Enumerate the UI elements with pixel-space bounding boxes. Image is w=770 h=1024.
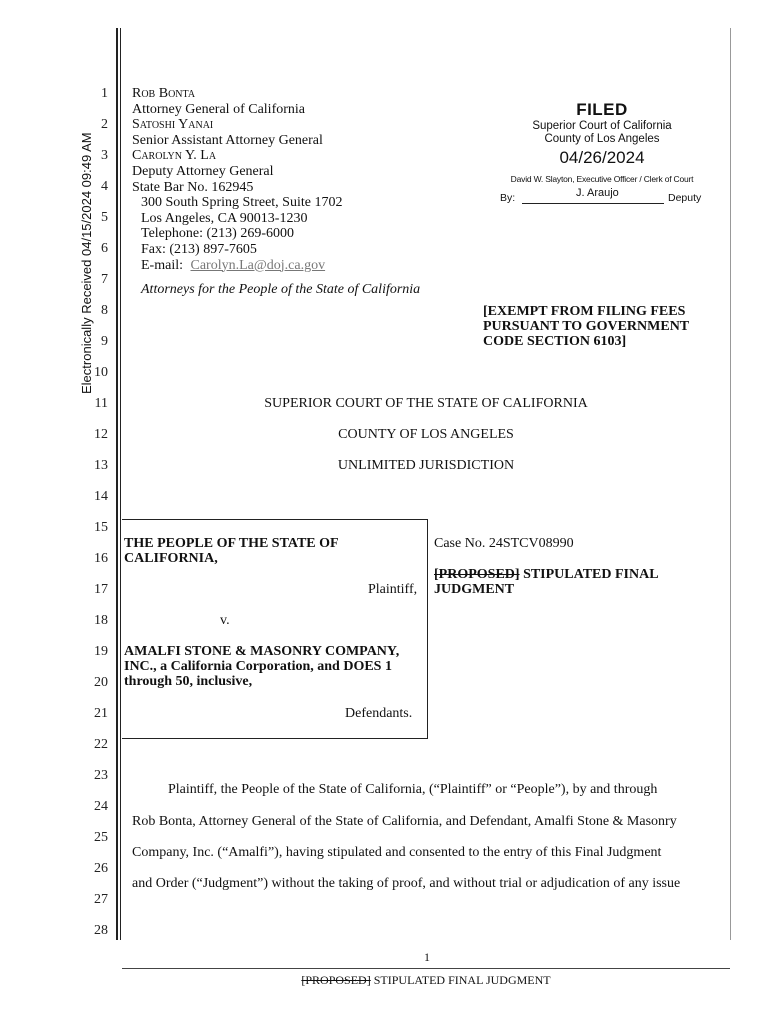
email-row [141,258,420,274]
line-number: 24 [94,799,108,814]
line-number: 18 [94,613,108,628]
line-number: 9 [101,334,108,349]
line-number: 13 [94,458,108,473]
left-margin-line-inner [120,28,121,940]
filed-by-name: J. Araujo [576,187,619,199]
footer-title [122,973,730,988]
line-number: 25 [94,830,108,845]
email-label: E-mail: [141,257,183,273]
doc-title-2: JUDGMENT [434,582,515,597]
state-bar-number: State Bar No. 162945 [132,179,254,195]
court-name: SUPERIOR COURT OF THE STATE OF CALIFORNIA [264,396,588,411]
line-number: 5 [101,210,108,225]
right-margin-line [730,28,731,940]
line-number: 10 [94,365,108,380]
filed-signature-line [522,203,664,204]
filed-title: FILED [576,100,628,119]
footer-title-text: STIPULATED FINAL JUDGMENT [370,973,551,987]
attorney-title-2: Senior Assistant Attorney General [132,132,323,148]
line-number: 23 [94,768,108,783]
line-number: 7 [101,272,108,287]
plaintiff-line-1: THE PEOPLE OF THE STATE OF [124,536,339,551]
exempt-line-2: PURSUANT TO GOVERNMENT [483,319,690,334]
body-line-2: Rob Bonta, Attorney General of the State of California, and Defendant, Amalfi Stone & Masonry [132,814,677,829]
line-number: 22 [94,737,108,752]
plaintiff-line-2: CALIFORNIA, [124,551,218,566]
line-number: 17 [94,582,108,597]
footer-proposed: [PROPOSED] [301,973,371,987]
body-line-3: Company, Inc. (“Amalfi”), having stipulated and consented to the entry of this Final Judgment [132,845,662,860]
line-number: 21 [94,706,108,721]
filed-by-row [486,187,718,207]
exempt-notice [483,304,689,349]
filed-county: County of Los Angeles [544,133,660,145]
left-margin-line [116,28,118,940]
attorney-name-1: Rob Bonta [132,86,196,101]
attorneys-for: Attorneys for the People of the State of California [141,282,421,298]
exempt-line-3: CODE SECTION 6103] [483,334,627,349]
case-number: Case No. 24STCV08990 [434,536,574,551]
line-number: 11 [94,396,108,411]
line-number: 12 [94,427,108,442]
line-number: 28 [94,923,108,938]
page-number: 1 [424,950,430,964]
fax: Fax: (213) 897-7605 [141,241,257,257]
line-number: 15 [94,520,108,535]
body-line-4: and Order (“Judgment”) without the taking of proof, and without trial or adjudication of any issue [132,876,681,891]
attorney-name-3: Carolyn Y. La [132,148,217,164]
address-line-2: Los Angeles, CA 90013-1230 [141,210,308,226]
email-link[interactable]: Carolyn.La@doj.ca.gov [190,257,326,273]
county-name: COUNTY OF LOS ANGELES [338,427,514,442]
plaintiff-name [124,536,339,566]
filed-by-label: By: [500,192,516,204]
doc-title-1: STIPULATED FINAL [519,567,659,582]
footer-rule [122,968,730,969]
filed-deputy-label: Deputy [668,192,702,204]
line-number: 6 [101,241,108,256]
filed-court: Superior Court of California [532,120,672,132]
line-number: 3 [101,148,108,163]
line-number: 16 [94,551,108,566]
exempt-line-1: [EXEMPT FROM FILING FEES [483,304,686,319]
line-number: 1 [101,86,108,101]
attorney-title-1: Attorney General of California [132,101,305,117]
versus: v. [220,613,230,628]
plaintiff-role: Plaintiff, [368,582,418,597]
filed-date: 04/26/2024 [559,148,645,167]
filed-stamp [486,100,718,207]
line-number: 8 [101,303,108,318]
defendant-name [124,644,399,689]
jurisdiction: UNLIMITED JURISDICTION [337,458,515,473]
attorney-block [132,86,420,298]
document-title [434,567,659,597]
electronic-receipt-stamp: Electronically Received 04/15/2024 09:49 AM [79,132,94,394]
filed-officer: David W. Slayton, Executive Officer / Clerk of Court [510,174,694,184]
defendant-line-2: INC., a California Corporation, and DOES 1 [124,659,392,674]
defendant-line-3: through 50, inclusive, [124,674,253,689]
line-number: 19 [94,644,108,659]
proposed-strike: [PROPOSED] [434,567,520,582]
line-number: 4 [101,179,108,194]
address-line-1: 300 South Spring Street, Suite 1702 [141,195,343,211]
line-number: 14 [94,489,108,504]
line-number: 27 [94,892,108,907]
body-line-1: Plaintiff, the People of the State of California, (“Plaintiff” or “People”), by and through [168,782,658,797]
line-number: 26 [94,861,108,876]
defendant-line-1: AMALFI STONE & MASONRY COMPANY, [124,644,400,659]
line-number: 2 [101,117,108,132]
defendant-role: Defendants. [345,706,413,721]
line-number: 20 [94,675,108,690]
attorney-name-2: Satoshi Yanai [132,117,214,133]
attorney-title-3: Deputy Attorney General [132,163,274,179]
telephone: Telephone: (213) 269-6000 [141,226,294,242]
